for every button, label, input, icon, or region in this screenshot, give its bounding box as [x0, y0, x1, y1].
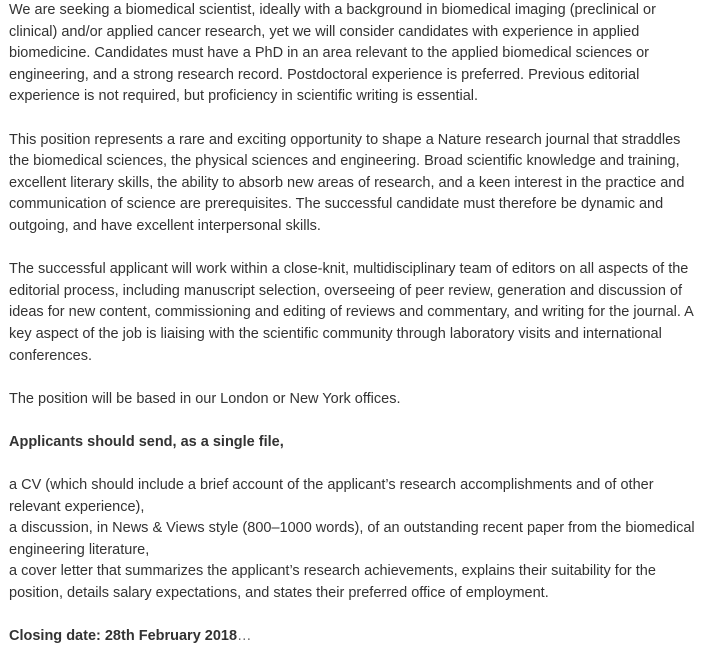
- paragraph-candidate-profile: We are seeking a biomedical scientist, ideally with a background in biomedical imaging (preclinical or clinical) and/or applied cancer research, yet we will consider candidates with experience in applied biomedicine. Candidates must have a PhD in an area relevant to the applied biomedical sciences or engineering, and a strong research record. Postdoctoral experience is preferred. Previous editorial experience is not required, but proficiency in scientific writing is essential.: [9, 2, 656, 105]
- closing-date: Closing date: 28th February 2018: [9, 628, 238, 645]
- paragraph-spacer: [9, 605, 701, 627]
- paragraph-spacer: [9, 108, 701, 130]
- paragraph-spacer: [9, 238, 701, 260]
- truncation-ellipsis: …: [237, 628, 252, 645]
- paragraph-office-location: The position will be based in our London or New York offices.: [9, 390, 401, 407]
- paragraph-role-duties: The successful applicant will work within a close-knit, multidisciplinary team of editors on all aspects of the editorial process, including manuscript selection, overseeing of peer review, generation and discussion of ideas for new content, commissioning and editing of reviews and commentary, and writing for the journal. A key aspect of the job is liaising with the scientific community through laboratory visits and international conferences.: [9, 261, 694, 364]
- paragraph-spacer: [9, 367, 701, 389]
- job-posting-document: [9, 0, 701, 648]
- applicants-heading: Applicants should send, as a single file,: [9, 433, 284, 450]
- paragraph-spacer: [9, 453, 701, 475]
- paragraph-position-opportunity: This position represents a rare and exciting opportunity to shape a Nature research journal that straddles the biomedical sciences, the physical sciences and engineering. Broad scientific knowledge and training, excellent literary skills, the ability to absorb new areas of research, and a keen interest in the practice and communication of science are prerequisites. The successful candidate must therefore be dynamic and outgoing, and have excellent interpersonal skills.: [9, 131, 685, 234]
- requirement-discussion: a discussion, in News & Views style (800–1000 words), of an outstanding recent paper from the biomedical engineering literature,: [9, 520, 695, 558]
- requirement-cover-letter: a cover letter that summarizes the applicant’s research achievements, explains their suitability for the position, details salary expectations, and states their preferred office of employment.: [9, 563, 656, 602]
- paragraph-spacer: [9, 410, 701, 432]
- requirement-cv: a CV (which should include a brief account of the applicant’s research accomplishments and of other relevant experience),: [9, 477, 654, 515]
